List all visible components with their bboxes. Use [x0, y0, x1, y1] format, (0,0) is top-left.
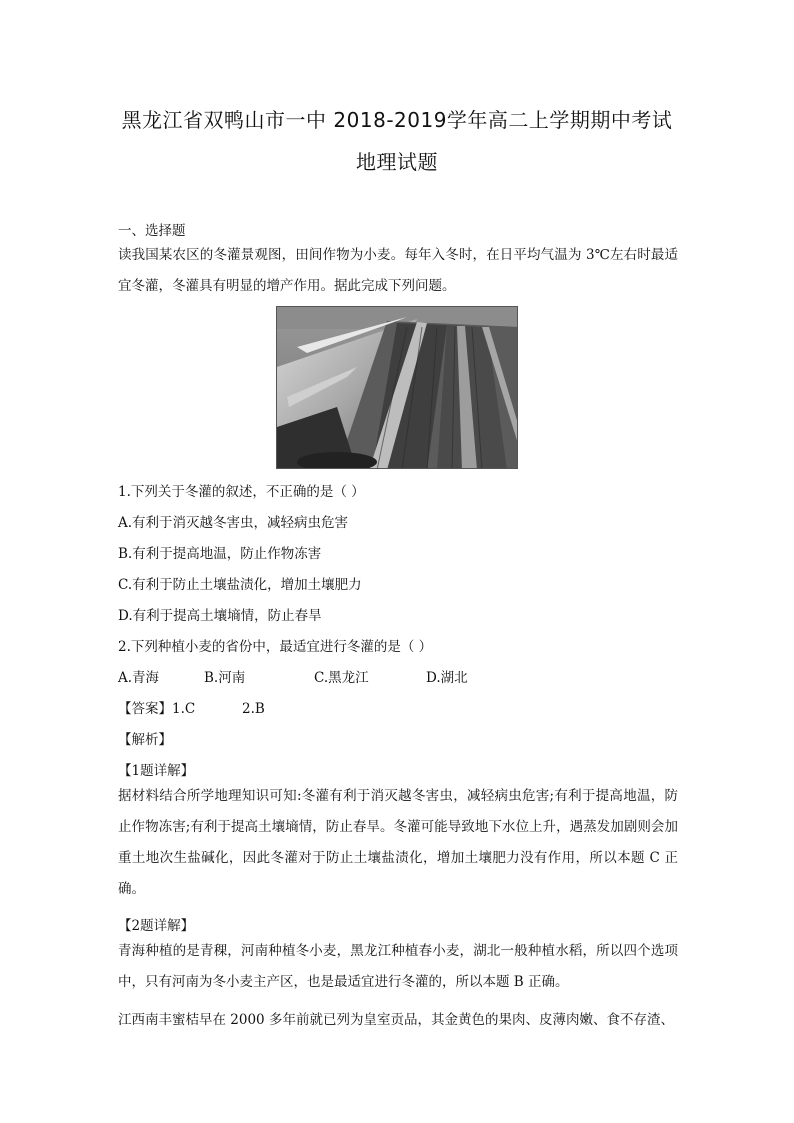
q1-option-d: D.有利于提高土壤墒情，防止春旱 — [118, 608, 322, 624]
detail-1-label: 【1题详解】 — [118, 763, 195, 779]
q2-option-d: D.湖北 — [426, 670, 468, 686]
intro-paragraph: 读我国某农区的冬灌景观图，田间作物为小麦。每年入冬时，在日平均气温为 3℃左右时最适宜冬灌，冬灌具有明显的增产作用。据此完成下列问题。 — [118, 247, 678, 294]
page-title: 黑龙江省双鸭山市一中 2018-2019学年高二上学期期中考试 — [121, 108, 673, 132]
detail-2-label: 【2题详解】 — [118, 918, 195, 934]
answer-row — [118, 697, 265, 717]
next-passage-text: 江西南丰蜜桔早在 2000 多年前就已列为皇室贡品，其金黄色的果肉、皮薄肉嫩、食不存渣、 — [118, 1012, 674, 1028]
page-subtitle: 地理试题 — [356, 150, 438, 174]
analysis-label: 【解析】 — [118, 732, 172, 748]
answer-2: 2.B — [242, 701, 265, 717]
question-2-stem: 2.下列种植小麦的省份中，最适宜进行冬灌的是（ ） — [118, 639, 433, 655]
q2-option-b: B.河南 — [204, 670, 246, 686]
question-1-stem: 1.下列关于冬灌的叙述，不正确的是（ ） — [118, 484, 365, 500]
section-heading: 一、选择题 — [118, 223, 186, 239]
detail-2-text: 青海种植的是青稞，河南种植冬小麦，黑龙江种植春小麦，湖北一般种植水稻，所以四个选项中，只有河南为冬小麦主产区，也是最适宜进行冬灌的，所以本题 B 正确。 — [118, 943, 678, 990]
q1-option-c: C.有利于防止土壤盐渍化，增加土壤肥力 — [118, 577, 362, 593]
answer-label: 【答案】 — [118, 701, 172, 717]
q2-option-a: A.青海 — [118, 670, 160, 686]
q2-options — [118, 666, 468, 686]
detail-1-text: 据材料结合所学地理知识可知:冬灌有利于消灭越冬害虫，减轻病虫危害;有利于提高地温，防止作物冻害;有利于提高土壤墒情，防止春旱。冬灌可能导致地下水位上升，遇蒸发加剧则会加重土地次生盐碱化，因此冬灌对于防止土壤盐渍化，增加土壤肥力没有作用，所以本题 C 正确。 — [118, 788, 678, 897]
q1-option-a: A.有利于消灭越冬害虫，减轻病虫危害 — [118, 515, 349, 531]
winter-irrigation-field-photo — [276, 306, 518, 469]
q1-option-b: B.有利于提高地温，防止作物冻害 — [118, 546, 322, 562]
q2-option-c: C.黑龙江 — [314, 670, 369, 686]
answer-1: 1.C — [172, 701, 196, 717]
